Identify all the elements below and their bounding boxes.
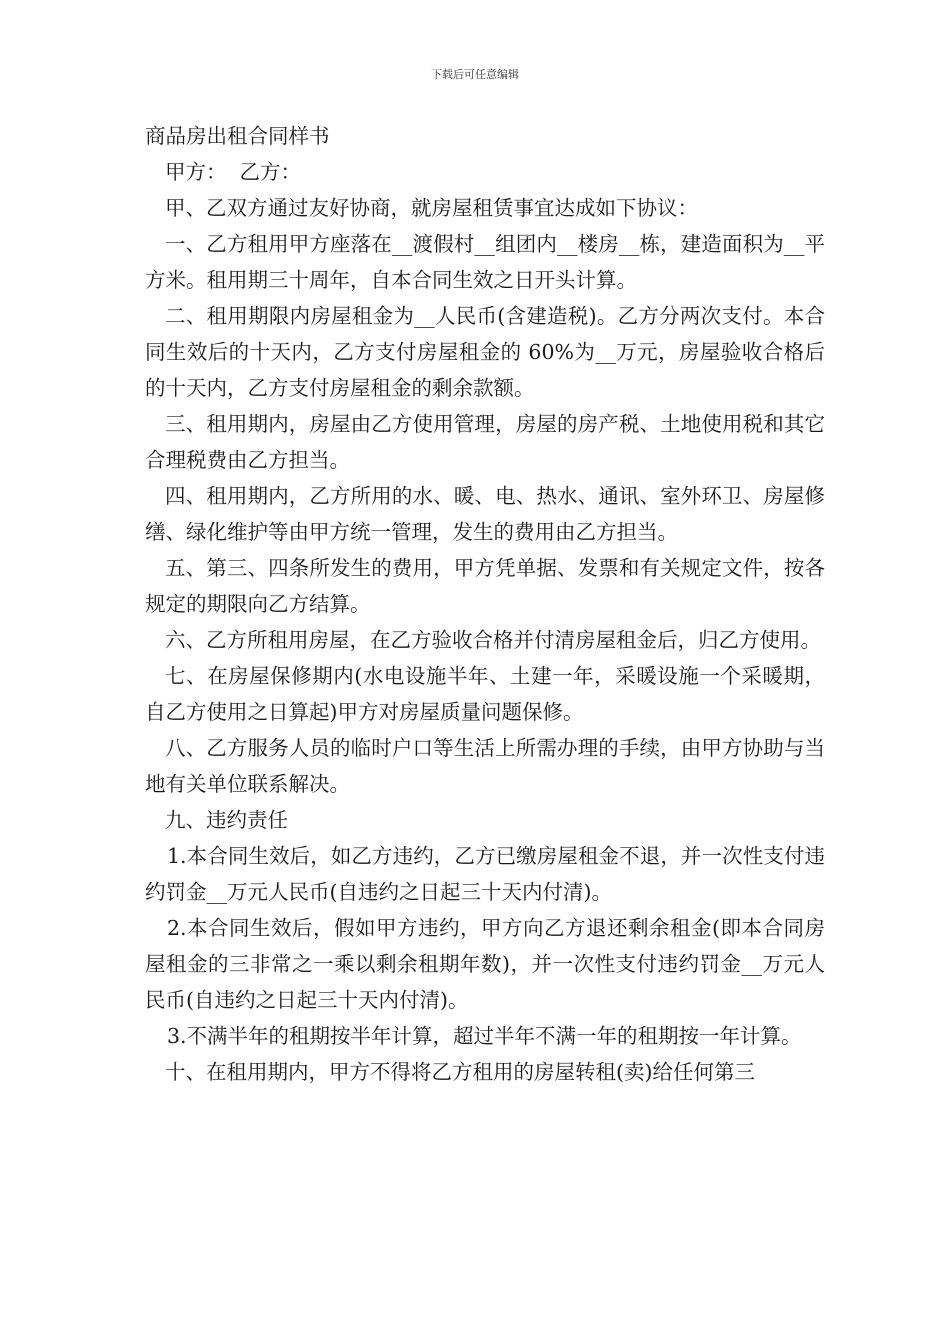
clause-2: 二、租用期限内房屋租金为__人民币(含建造税)。乙方分两次支付。本合同生效后的十天内，乙方支付房屋租金的 60%为__万元，房屋验收合格后的十天内，乙方支付房屋租金的剩余款额。 xyxy=(145,304,825,400)
clause-5: 五、第三、四条所发生的费用，甲方凭单据、发票和有关规定文件，按各规定的期限向乙方结算。 xyxy=(145,556,825,616)
clause-7: 七、在房屋保修期内(水电设施半年、土建一年，采暖设施一个采暖期，自乙方使用之日算起)甲方对房屋质量问题保修。 xyxy=(145,664,825,724)
clause-4: 四、租用期内，乙方所用的水、暖、电、热水、通讯、室外环卫、房屋修缮、绿化维护等由甲方统一管理，发生的费用由乙方担当。 xyxy=(145,484,825,544)
document-body xyxy=(145,118,825,1090)
intro-paragraph: 甲、乙双方通过友好协商，就房屋租赁事宜达成如下协议： xyxy=(165,196,698,220)
clause-6: 六、乙方所租用房屋，在乙方验收合格并付清房屋租金后，归乙方使用。 xyxy=(165,628,821,652)
clause-1: 一、乙方租用甲方座落在__渡假村__组团内__楼房__栋，建造面积为__平方米。租用期三十周年，自本合同生效之日开头计算。 xyxy=(145,232,825,292)
clause-3: 三、租用期内，房屋由乙方使用管理，房屋的房产税、土地使用税和其它合理税费由乙方担当。 xyxy=(145,412,825,472)
clause-9-item-3: 3.不满半年的租期按半年计算，超过半年不满一年的租期按一年计算。 xyxy=(167,1024,802,1048)
clause-10: 十、在租用期内，甲方不得将乙方租用的房屋转租(卖)给任何第三 xyxy=(165,1060,755,1084)
document-title: 商品房出租合同样书 xyxy=(145,124,330,148)
clause-9-item-1: 1.本合同生效后，如乙方违约，乙方已缴房屋租金不退，并一次性支付违约罚金__万元人民币(自违约之日起三十天内付清)。 xyxy=(145,844,825,904)
clause-9-item-2: 2.本合同生效后，假如甲方违约，甲方向乙方退还剩余租金(即本合同房屋租金的三非常之一乘以剩余租期年数)，并一次性支付违约罚金__万元人民币(自违约之日起三十天内付清)。 xyxy=(145,916,825,1012)
parties-line: 甲方： 乙方： xyxy=(165,160,302,184)
header-note: 下载后可任意编辑 xyxy=(431,68,519,81)
clause-9-title: 九、违约责任 xyxy=(165,808,288,832)
clause-8: 八、乙方服务人员的临时户口等生活上所需办理的手续，由甲方协助与当地有关单位联系解决。 xyxy=(145,736,825,796)
